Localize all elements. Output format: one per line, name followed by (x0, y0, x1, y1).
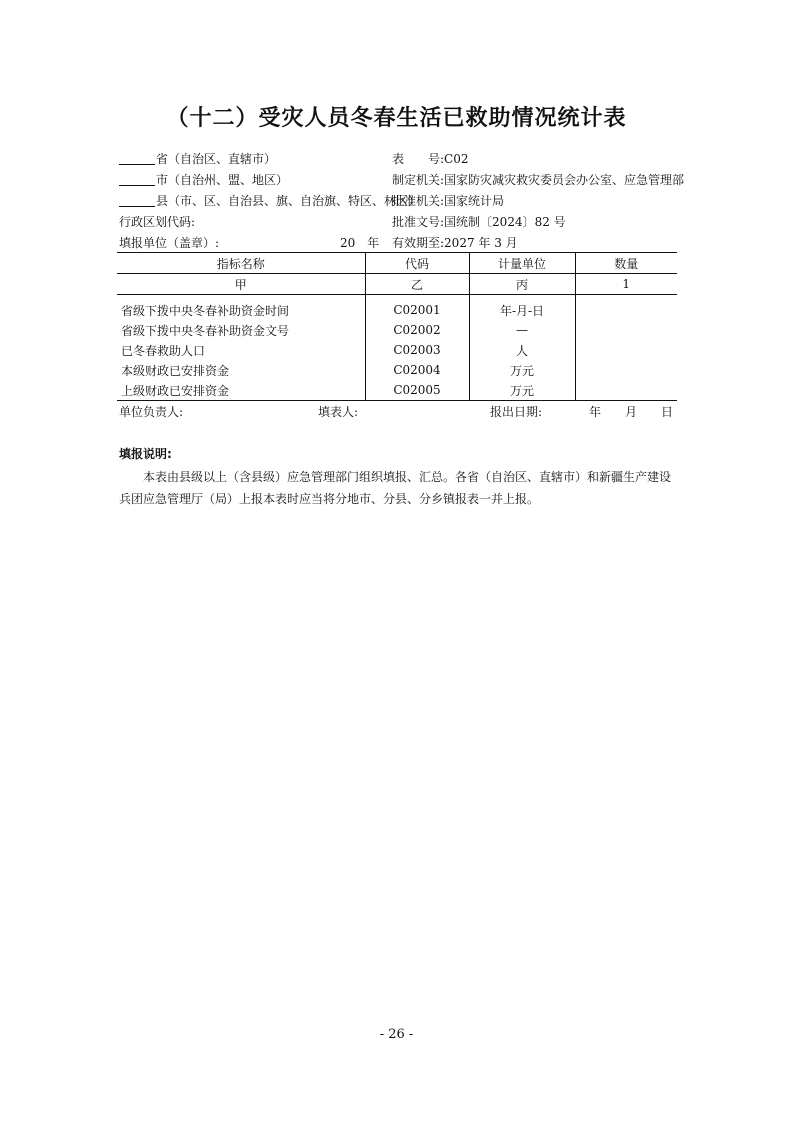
meta-city-label: 市（自治州、盟、地区） (156, 173, 289, 187)
table-row (117, 360, 677, 380)
row-quantity[interactable] (575, 300, 677, 320)
page-title: （十二）受灾人员冬春生活已救助情况统计表 (166, 106, 627, 131)
row-unit: 年-月-日 (469, 300, 575, 320)
meta-fill-unit: 填报单位（盖章）: (119, 236, 220, 250)
meta-year: 20 年 (340, 236, 380, 250)
meta-approval-no: 批准文号:国统制〔2024〕82 号 (392, 215, 566, 229)
meta-valid-until: 有效期至:2027 年 3 月 (392, 236, 518, 250)
meta-city (119, 171, 288, 188)
footer-date-slots: 年 月 日 (589, 405, 674, 419)
table-subheader-row (117, 274, 677, 295)
row-name: 省级下拨中央冬春补助资金时间 (121, 303, 290, 318)
row-code: C02004 (365, 360, 469, 380)
table-row (117, 300, 677, 320)
row-quantity[interactable] (575, 380, 677, 401)
row-unit: 人 (469, 340, 575, 360)
meta-form-no: 表 号:C02 (392, 152, 469, 166)
fill-blank (119, 194, 155, 207)
meta-approver: 批准机关:国家统计局 (392, 194, 505, 208)
meta-issuer: 制定机关:国家防灾减灾救灾委员会办公室、应急管理部 (392, 173, 685, 187)
header-indicator-name: 指标名称 (117, 253, 365, 274)
meta-county (119, 192, 420, 209)
row-name: 已冬春救助人口 (121, 343, 206, 358)
meta-province (119, 150, 276, 167)
page-number: - 26 - (379, 1027, 414, 1042)
meta-province-label: 省（自治区、直辖市） (156, 152, 277, 166)
row-name: 上级财政已安排资金 (117, 380, 365, 401)
row-code: C02003 (365, 340, 469, 360)
meta-region-code: 行政区划代码: (119, 215, 196, 229)
header-code: 代码 (365, 253, 469, 274)
subheader-col1: 1 (575, 274, 677, 295)
footer-unit-head: 单位负责人: (119, 405, 184, 419)
subheader-jia: 甲 (117, 274, 365, 295)
row-code: C02001 (365, 300, 469, 320)
notes-body: 本表由县级以上（含县级）应急管理部门组织填报、汇总。各省（自治区、直辖市）和新疆生产建设兵团应急管理厅（局）上报本表时应当将分地市、分县、分乡镇报表一并上报。 (119, 470, 672, 506)
row-code: C02002 (365, 320, 469, 340)
row-code: C02005 (365, 380, 469, 401)
meta-county-label: 县（市、区、自治县、旗、自治旗、特区、林区） (156, 194, 421, 208)
row-unit: — (469, 320, 575, 340)
row-unit: 万元 (469, 360, 575, 380)
footer-report-date: 报出日期: (490, 405, 543, 419)
notes-title: 填报说明: (119, 447, 172, 461)
table-row (117, 320, 677, 340)
header-unit: 计量单位 (469, 253, 575, 274)
stats-table (117, 252, 677, 401)
header-quantity: 数量 (575, 253, 677, 274)
fill-blank (119, 173, 155, 186)
row-quantity[interactable] (575, 360, 677, 380)
table-row (117, 380, 677, 401)
row-unit: 万元 (469, 380, 575, 401)
table-header-row (117, 253, 677, 274)
subheader-bing: 丙 (469, 274, 575, 295)
row-quantity[interactable] (575, 340, 677, 360)
row-quantity[interactable] (575, 320, 677, 340)
table-row (117, 340, 677, 360)
footer-filler: 填表人: (318, 405, 359, 419)
fill-blank (119, 152, 155, 165)
row-name: 本级财政已安排资金 (121, 363, 230, 378)
row-name: 省级下拨中央冬春补助资金文号 (121, 323, 290, 338)
subheader-yi: 乙 (365, 274, 469, 295)
